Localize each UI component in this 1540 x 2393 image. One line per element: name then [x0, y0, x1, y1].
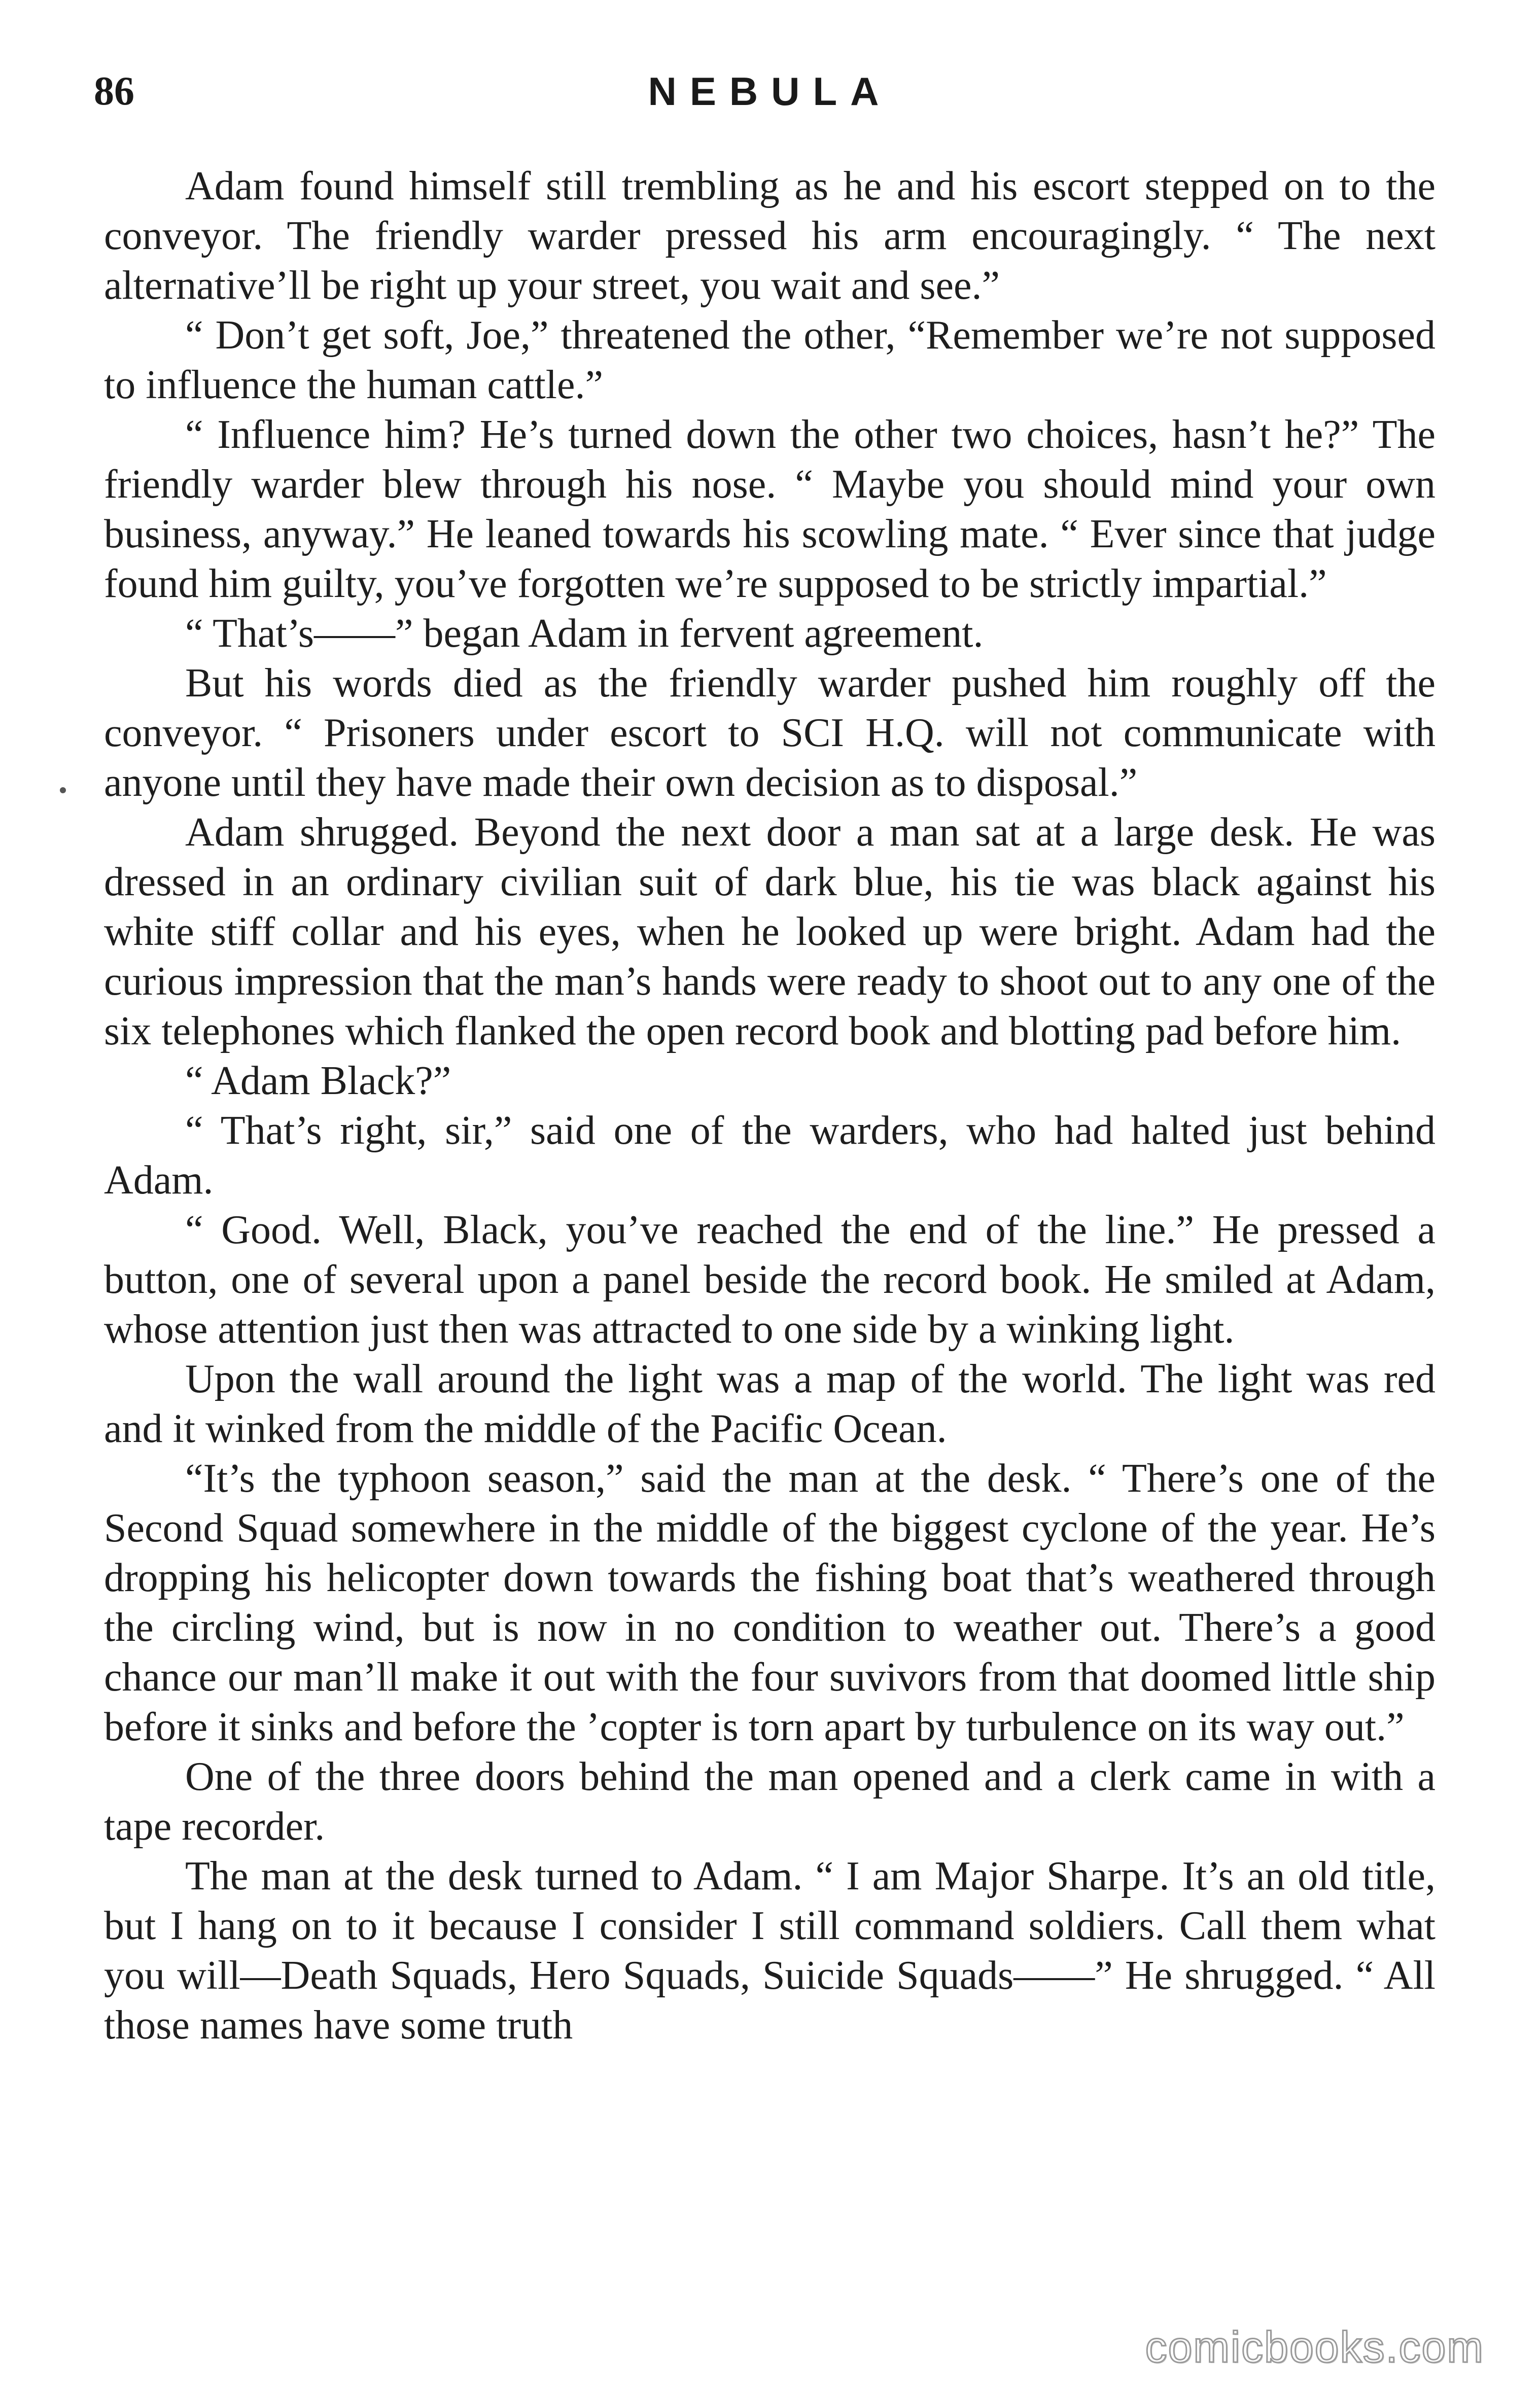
- paragraph: “ Good. Well, Black, you’ve reached the end of the line.” He pressed a button, one of several upon a panel beside the record book. He smiled at Adam, whose attention just then was attracted to one side by a winking light.: [104, 1208, 1436, 1352]
- paragraph: “ Influence him? He’s turned down the other two choices, hasn’t he?” The friendly warder blew through his nose. “ Maybe you should mind your own business, anyway.” He leaned towards his scowling mate. “ Ever since that judge found him guilty, you’ve forgotten we’re supposed to be strictly impartial.”: [104, 412, 1436, 606]
- paragraph: “ That’s right, sir,” said one of the warders, who had halted just behind Adam.: [104, 1108, 1436, 1203]
- paragraph: “ Adam Black?”: [185, 1059, 451, 1103]
- running-head: [0, 61, 1540, 122]
- paragraph: Upon the wall around the light was a map of the world. The light was red and it winked from the middle of the Pacific Ocean.: [104, 1357, 1436, 1451]
- paragraph: “It’s the typhoon season,” said the man at the desk. “ There’s one of the Second Squad somewhere in the middle of the biggest cyclone of the year. He’s dropping his helicopter down towards the fishing boat that’s weathered through the circling wind, but is now in no condition to weather out. There’s a good chance our man’ll make it out with the four suvivors from that doomed little ship before it sinks and before the ’copter is torn apart by turbulence on its way out.”: [104, 1456, 1436, 1749]
- paragraph: “ That’s——” began Adam in fervent agreement.: [185, 611, 984, 656]
- paragraph: But his words died as the friendly warder pushed him roughly off the conveyor. “ Prisoners under escort to SCI H.Q. will not communicate with anyone until they have made their own decision as to disposal.”: [104, 661, 1436, 805]
- page-number: 86: [94, 69, 134, 114]
- paragraph: Adam shrugged. Beyond the next door a man sat at a large desk. He was dressed in an ordinary civilian suit of dark blue, his tie was black against his white stiff collar and his eyes, when he looked up were bright. Adam had the curious impression that the man’s hands were ready to shoot out to any one of the six telephones which flanked the open record book and blotting pad before him.: [104, 810, 1436, 1053]
- paragraph: Adam found himself still trembling as he and his escort stepped on to the conveyor. The friendly warder pressed his arm encouragingly. “ The next alternative’ll be right up your street, you wait and see.”: [104, 164, 1436, 308]
- story-text: [104, 161, 1436, 2050]
- paragraph: The man at the desk turned to Adam. “ I am Major Sharpe. It’s an old title, but I hang on to it because I consider I still command soldiers. Call them what you will—Death Squads, Hero Squads, Suicide Squads——” He shrugged. “ All those names have some truth: [104, 1854, 1436, 2048]
- paragraph: “ Don’t get soft, Joe,” threatened the other, “Remember we’re not supposed to influence the human cattle.”: [104, 313, 1436, 407]
- paragraph: One of the three doors behind the man opened and a clerk came in with a tape recorder.: [104, 1754, 1436, 1849]
- watermark: comicbooks.com: [1145, 2323, 1484, 2372]
- print-speck: [60, 787, 66, 793]
- magazine-title: NEBULA: [648, 69, 892, 114]
